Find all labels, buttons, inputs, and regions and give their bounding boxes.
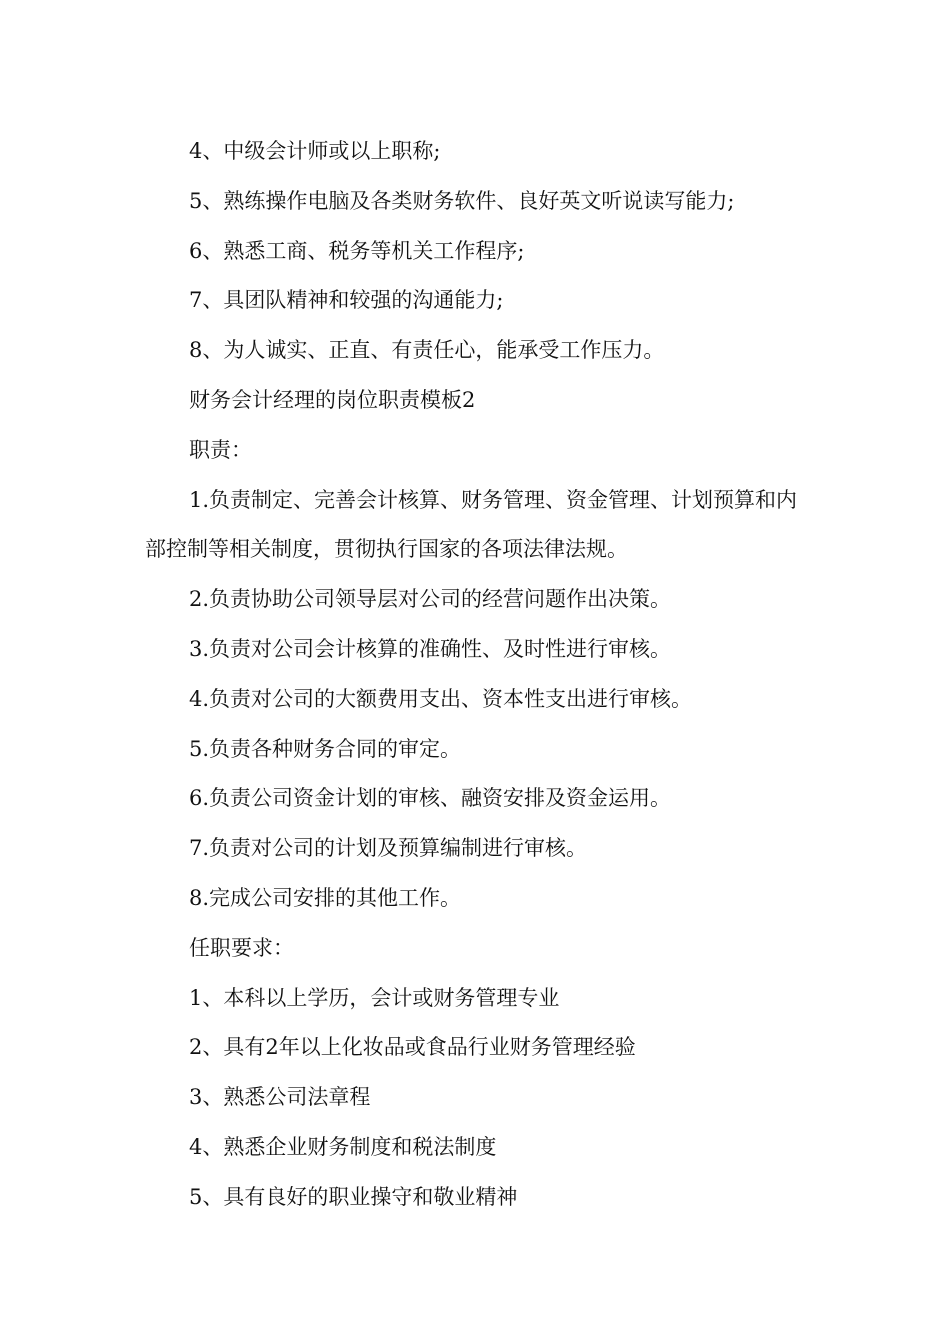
paragraph: 4、熟悉企业财务制度和税法制度 xyxy=(189,1134,497,1159)
paragraph: 8.完成公司安排的其他工作。 xyxy=(189,885,462,910)
paragraph: 6.负责公司资金计划的审核、融资安排及资金运用。 xyxy=(189,786,672,811)
document-body xyxy=(145,127,810,1223)
paragraph: 2、具有2年以上化妆品或食品行业财务管理经验 xyxy=(189,1035,636,1060)
section-heading: 财务会计经理的岗位职责模板2 xyxy=(189,387,476,412)
paragraph: 6、熟悉工商、税务等机关工作程序; xyxy=(189,238,525,263)
paragraph: 4、中级会计师或以上职称; xyxy=(189,139,441,163)
paragraph: 5.负责各种财务合同的审定。 xyxy=(189,736,462,761)
paragraph: 3、熟悉公司法章程 xyxy=(189,1085,371,1110)
paragraph: 4.负责对公司的大额费用支出、资本性支出进行审核。 xyxy=(189,686,693,711)
paragraph: 2.负责协助公司领导层对公司的经营问题作出决策。 xyxy=(189,587,672,612)
paragraph: 1、本科以上学历，会计或财务管理专业 xyxy=(189,985,560,1010)
paragraph: 8、为人诚实、正直、有责任心，能承受工作压力。 xyxy=(189,338,665,363)
paragraph: 5、熟练操作电脑及各类财务软件、良好英文听说读写能力; xyxy=(189,188,735,213)
paragraph: 5、具有良好的职业操守和敬业精神 xyxy=(189,1184,518,1209)
duties-heading: 职责： xyxy=(189,437,252,462)
paragraph: 7、具团队精神和较强的沟通能力; xyxy=(189,288,504,313)
requirements-heading: 任职要求： xyxy=(189,935,294,960)
paragraph: 7.负责对公司的计划及预算编制进行审核。 xyxy=(189,836,588,861)
paragraph: 1.负责制定、完善会计核算、财务管理、资金管理、计划预算和内部控制等相关制度，贯彻执行国家的各项法律法规。 xyxy=(145,487,798,562)
paragraph: 3.负责对公司会计核算的准确性、及时性进行审核。 xyxy=(189,636,672,661)
